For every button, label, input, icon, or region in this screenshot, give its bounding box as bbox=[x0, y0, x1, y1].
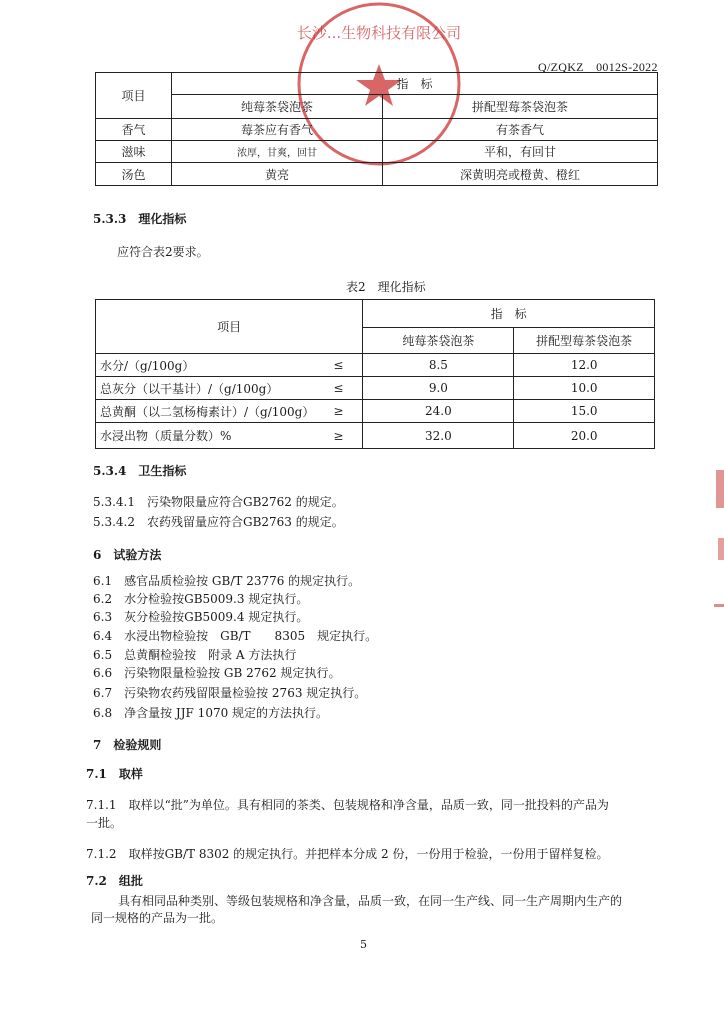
section-5-3-3-heading bbox=[93, 210, 186, 227]
section-number: 7 bbox=[93, 738, 102, 752]
section-number: 5.3.3 bbox=[93, 212, 127, 226]
item-number: 6.1 bbox=[93, 574, 113, 588]
item-text: 污染物限量检验按 GB 2762 规定执行。 bbox=[124, 666, 341, 680]
physicochemical-table bbox=[95, 299, 655, 449]
list-item bbox=[93, 608, 308, 626]
t2-row-a: 9.0 bbox=[363, 377, 514, 400]
standard-number: Q/ZQKZ 0012S-2022 bbox=[538, 60, 658, 74]
t2-row-op: ≥ bbox=[314, 400, 363, 423]
t2-row-a: 32.0 bbox=[363, 423, 514, 449]
t1-row-item: 滋味 bbox=[96, 141, 172, 163]
section-title: 理化指标 bbox=[138, 212, 187, 226]
t2-row-item: 总灰分（以干基计）/（g/100g） bbox=[96, 377, 315, 400]
section-7-2-line2: 同一规格的产品为一批。 bbox=[91, 911, 224, 925]
list-item bbox=[93, 684, 366, 702]
section-7-2-line1: 具有相同品种类别、等级包装规格和净含量，品质一致，在同一生产线、同一生产周期内生产的 bbox=[118, 894, 623, 908]
item-text: 污染物限量应符合GB2762 的规定。 bbox=[147, 495, 344, 509]
t2-row-b: 10.0 bbox=[514, 377, 655, 400]
t1-header-item: 项目 bbox=[96, 73, 172, 119]
list-item bbox=[93, 493, 344, 511]
t1-row-a: 浓厚，甘爽，回甘 bbox=[172, 141, 383, 163]
section-7-1-1-cont: 一批。 bbox=[86, 816, 123, 830]
scan-mark bbox=[716, 470, 724, 508]
list-item bbox=[93, 590, 308, 608]
page-number: 5 bbox=[360, 938, 367, 951]
item-text: 灰分检验按GB5009.4 规定执行。 bbox=[124, 610, 309, 624]
t2-row-op: ≤ bbox=[314, 354, 363, 377]
section-title: 卫生指标 bbox=[138, 464, 187, 478]
item-number: 5.3.4.1 bbox=[93, 495, 135, 509]
t1-row-a: 黄亮 bbox=[172, 163, 383, 186]
t2-row-item: 水浸出物（质量分数）% bbox=[96, 423, 315, 449]
section-7-1-2 bbox=[86, 845, 676, 863]
item-number: 7.1.2 bbox=[86, 847, 117, 861]
item-number: 6.2 bbox=[93, 592, 113, 606]
section-6-heading bbox=[93, 546, 161, 563]
item-number: 5.3.4.2 bbox=[93, 515, 135, 529]
item-number: 6.7 bbox=[93, 686, 113, 700]
t2-row-op: ≤ bbox=[314, 377, 363, 400]
item-text: 水分检验按GB5009.3 规定执行。 bbox=[124, 592, 309, 606]
t2-header-item: 项目 bbox=[96, 300, 363, 354]
item-number: 7.1.1 bbox=[86, 798, 117, 812]
t1-row-b: 有茶香气 bbox=[383, 119, 658, 141]
section-title: 取样 bbox=[118, 767, 143, 781]
t2-header-indicator: 指 标 bbox=[363, 300, 655, 328]
item-number: 6.4 bbox=[93, 629, 113, 643]
t2-row-b: 12.0 bbox=[514, 354, 655, 377]
section-number: 5.3.4 bbox=[93, 464, 127, 478]
t2-row-item: 总黄酮（以二氢杨梅素计）/（g/100g） bbox=[96, 400, 315, 423]
item-text-line1: 取样以“批”为单位。具有相同的茶类、包装规格和净含量，品质一致，同一批投料的产品为 bbox=[128, 798, 609, 812]
t1-col-b: 拼配型莓茶袋泡茶 bbox=[383, 95, 658, 119]
sensory-table bbox=[95, 72, 658, 186]
t2-row-b: 15.0 bbox=[514, 400, 655, 423]
item-text: 总黄酮检验按 附录 A 方法执行 bbox=[124, 648, 297, 662]
list-item bbox=[93, 704, 328, 722]
seal-text: 长沙...生物科技有限公司 bbox=[296, 24, 462, 42]
section-title: 试验方法 bbox=[113, 548, 162, 562]
item-text: 污染物农药残留限量检验按 2763 规定执行。 bbox=[124, 686, 367, 700]
t2-col-b: 拼配型莓茶袋泡茶 bbox=[514, 328, 655, 354]
item-text: 农药残留量应符合GB2763 的规定。 bbox=[147, 515, 344, 529]
t1-header-indicator: 指 标 bbox=[172, 73, 658, 95]
t1-row-b: 深黄明亮或橙黄、橙红 bbox=[383, 163, 658, 186]
section-5-3-3-body: 应符合表2要求。 bbox=[117, 245, 209, 259]
section-5-3-4-heading bbox=[93, 462, 186, 479]
item-number: 6.8 bbox=[93, 706, 113, 720]
section-title: 检验规则 bbox=[113, 738, 162, 752]
list-item bbox=[93, 627, 377, 645]
item-number: 6.5 bbox=[93, 648, 113, 662]
t2-row-item: 水分/（g/100g） bbox=[96, 354, 315, 377]
item-text: 净含量按 JJF 1070 规定的方法执行。 bbox=[124, 706, 329, 720]
section-number: 6 bbox=[93, 548, 102, 562]
t1-row-item: 香气 bbox=[96, 119, 172, 141]
list-item bbox=[93, 664, 341, 682]
item-text: 水浸出物检验按 GB/T 8305 规定执行。 bbox=[124, 629, 378, 643]
list-item bbox=[93, 572, 360, 590]
section-7-1-heading bbox=[86, 765, 143, 782]
section-number: 7.1 bbox=[86, 767, 107, 781]
t1-row-b: 平和，有回甘 bbox=[383, 141, 658, 163]
section-7-2-heading bbox=[86, 872, 143, 889]
t1-col-a: 纯莓茶袋泡茶 bbox=[172, 95, 383, 119]
t2-row-op: ≥ bbox=[314, 423, 363, 449]
item-text: 感官品质检验按 GB/T 23776 的规定执行。 bbox=[124, 574, 361, 588]
item-number: 6.6 bbox=[93, 666, 113, 680]
scan-mark bbox=[718, 538, 724, 560]
t2-row-a: 24.0 bbox=[363, 400, 514, 423]
item-number: 6.3 bbox=[93, 610, 113, 624]
item-text: 取样按GB/T 8302 的规定执行。并把样本分成 2 份，一份用于检验，一份用于留样复检。 bbox=[128, 847, 609, 861]
section-number: 7.2 bbox=[86, 874, 107, 888]
t2-col-a: 纯莓茶袋泡茶 bbox=[363, 328, 514, 354]
list-item bbox=[93, 646, 296, 664]
section-7-1-1 bbox=[86, 796, 676, 814]
table2-caption: 表2 理化指标 bbox=[346, 280, 426, 294]
section-title: 组批 bbox=[118, 874, 143, 888]
list-item bbox=[93, 513, 344, 531]
t1-row-item: 汤色 bbox=[96, 163, 172, 186]
section-7-heading bbox=[93, 736, 161, 753]
t2-row-b: 20.0 bbox=[514, 423, 655, 449]
t2-row-a: 8.5 bbox=[363, 354, 514, 377]
t1-row-a: 莓茶应有香气 bbox=[172, 119, 383, 141]
scan-mark bbox=[714, 604, 724, 607]
